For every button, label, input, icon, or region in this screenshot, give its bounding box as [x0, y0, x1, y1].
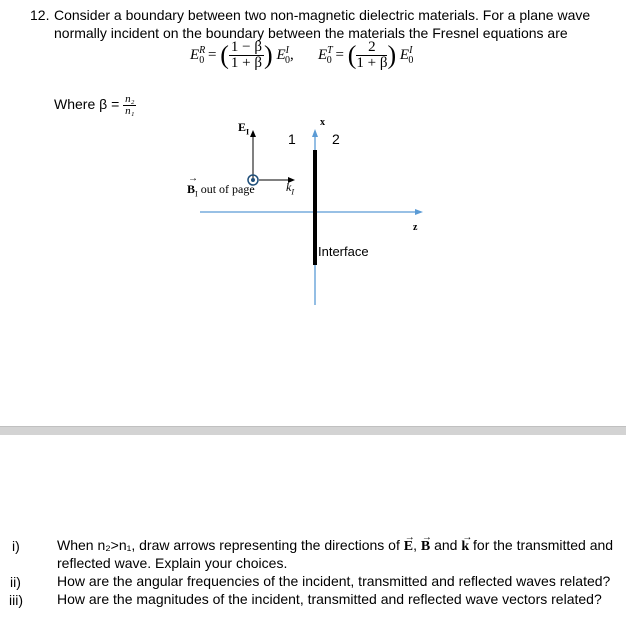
- z-axis-arrowhead: [415, 209, 423, 215]
- question-line-1: Consider a boundary between two non-magnetic dielectric materials. For a plane wave: [54, 7, 591, 23]
- question-line-2: normally incident on the boundary between the materials the Fresnel equations are: [54, 25, 568, 41]
- question-number: 12.: [30, 7, 50, 23]
- interface-diagram: [0, 110, 626, 310]
- z-axis-label: z: [413, 222, 418, 233]
- part-iii-text: How are the magnitudes of the incident, transmitted and reflected wave vectors related?: [57, 591, 602, 607]
- b-field-label: $B \to_I$ out of page: [187, 182, 255, 198]
- region-1-label: 1: [288, 131, 296, 147]
- e-field-label: $E_I$: [238, 120, 250, 137]
- fresnel-transmitted-equation: $E^T_0$ = ( $\frac{2}{1 + \beta}$ ) $E^I_0$: [318, 39, 414, 71]
- region-2-label: 2: [332, 131, 340, 147]
- x-axis-label: x: [320, 117, 325, 128]
- x-axis-arrowhead: [312, 129, 318, 137]
- part-ii-number: ii): [10, 574, 21, 590]
- part-ii-text: How are the angular frequencies of the incident, transmitted and reflected waves related?: [57, 573, 611, 589]
- part-i-text-line-2: reflected wave. Explain your choices.: [57, 555, 288, 571]
- part-i-text: When n₂>n₁, draw arrows representing the directions of E →, B → and k → for the transmitted and: [57, 536, 613, 556]
- part-i-number: i): [12, 538, 20, 554]
- interface-label: Interface: [318, 244, 369, 259]
- fresnel-reflected-equation: $E^R_0$ = ( $\frac{1 - \beta}{1 + \beta}$ ) $E^I_0$,: [190, 39, 294, 71]
- beta-definition: Where β = $\frac{\text{n₂}}{\text{n₁}}$: [54, 93, 135, 117]
- page-divider: [0, 426, 626, 435]
- e-field-arrowhead: [250, 130, 256, 137]
- part-iii-number: iii): [9, 592, 23, 608]
- k-vector-label: $k_I$: [286, 180, 294, 197]
